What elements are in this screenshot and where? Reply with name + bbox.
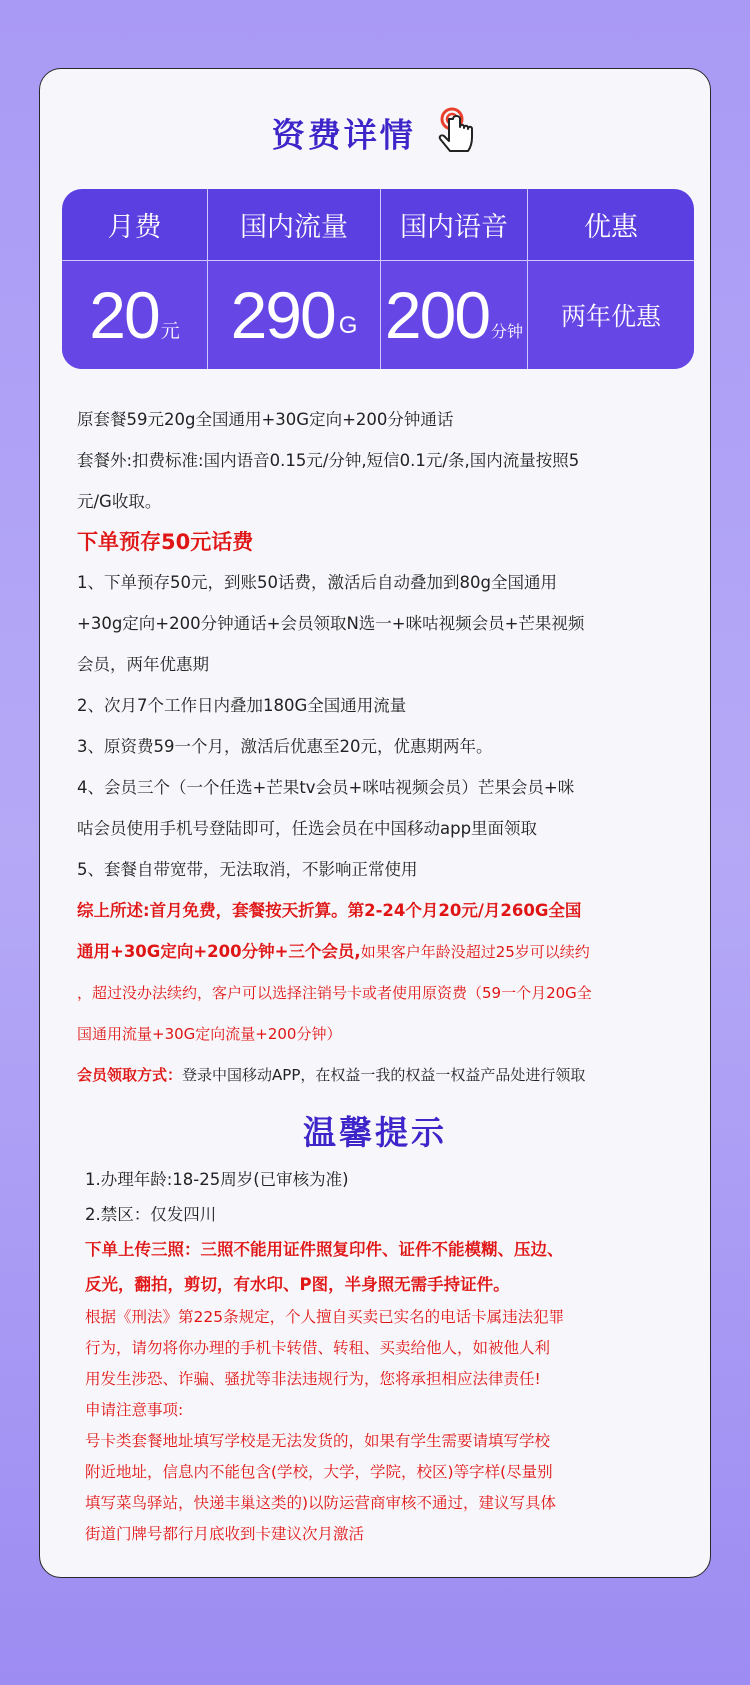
legal-notice-line: 填写菜鸟驿站，快递丰巢这类的)以防运营商审核不通过，建议写具体	[85, 1494, 557, 1512]
member-claim-text: 登录中国移动APP，在权益一我的权益一权益产品处进行领取	[182, 1066, 586, 1084]
tariff-table	[62, 189, 694, 369]
detail-line: 会员，两年优惠期	[77, 655, 209, 674]
voice-number: 200	[384, 278, 490, 352]
summary-line-2	[77, 931, 682, 973]
detail-line: 5、套餐自带宽带，无法取消，不影响正常使用	[77, 860, 418, 879]
header-monthly-fee: 月费	[62, 189, 208, 261]
summary-tail: 如果客户年龄没超过25岁可以续约	[360, 943, 590, 961]
extra-fee-line-2: 元/G收取。	[77, 492, 162, 511]
detail-line: 咕会员使用手机号登陆即可，任选会员在中国移动app里面领取	[77, 819, 538, 838]
offer-text: 两年优惠	[560, 302, 661, 331]
pointing-hand-icon	[438, 107, 478, 167]
fee-number: 20	[89, 278, 159, 352]
data-value	[208, 261, 381, 369]
data-number: 290	[230, 278, 335, 352]
detail-line: 1、下单预存50元，到账50话费，激活后自动叠加到80g全国通用	[77, 573, 557, 592]
header-domestic-data: 国内流量	[208, 189, 381, 261]
detail-line: +30g定向+200分钟通话+会员领取N选一+咪咕视频会员+芒果视频	[77, 614, 585, 633]
original-plan: 原套餐59元20g全国通用+30G定向+200分钟通话	[77, 410, 454, 429]
legal-notice-line: 街道门牌号都行月底收到卡建议次月激活	[85, 1525, 365, 1543]
header-offer: 优惠	[528, 189, 694, 261]
voice-unit: 分钟	[491, 321, 524, 341]
fee-unit: 元	[160, 319, 180, 342]
tariff-title: 资费详情	[271, 115, 416, 155]
offer-value	[528, 261, 694, 369]
summary-line-1: 综上所述:首月免费，套餐按天折算。第2-24个月20元/月260G全国	[77, 901, 582, 920]
summary-line-4: 国通用流量+30G定向流量+200分钟）	[77, 1025, 342, 1043]
tips-title: 温馨提示	[303, 1113, 447, 1152]
photo-requirement-1: 下单上传三照：三照不能用证件照复印件、证件不能模糊、压边、	[85, 1240, 564, 1259]
region-restriction: 2.禁区：仅发四川	[85, 1205, 217, 1224]
detail-line: 2、次月7个工作日内叠加180G全国通用流量	[77, 696, 407, 715]
legal-notice-line: 附近地址，信息内不能包含(学校，大学，学院，校区)等字样(尽量别	[85, 1463, 553, 1481]
legal-notice-line: 根据《刑法》第225条规定，个人擅自买卖已实名的电话卡属违法犯罪	[85, 1308, 565, 1326]
voice-value	[381, 261, 528, 369]
monthly-fee-value	[62, 261, 208, 369]
legal-notice-line: 号卡类套餐地址填写学校是无法发货的，如果有学生需要请填写学校	[85, 1432, 551, 1450]
age-requirement: 1.办理年龄:18-25周岁(已审核为准)	[85, 1170, 349, 1189]
detail-line: 4、会员三个（一个任选+芒果tv会员+咪咕视频会员）芒果会员+咪	[77, 778, 575, 797]
data-unit: G	[338, 312, 358, 339]
legal-notice-line: 行为，请勿将你办理的手机卡转借、转租、买卖给他人，如被他人利	[85, 1339, 551, 1357]
detail-line: 3、原资费59一个月，激活后优惠至20元，优惠期两年。	[77, 737, 493, 756]
summary-bold: 通用+30G定向+200分钟+三个会员,	[77, 942, 361, 961]
tariff-card	[39, 68, 711, 1578]
tariff-title-row	[40, 107, 710, 167]
deposit-title: 下单预存50元话费	[77, 530, 254, 554]
member-claim-label: 会员领取方式：	[77, 1066, 183, 1084]
tips-section	[85, 1162, 685, 1550]
legal-notice-line: 申请注意事项:	[85, 1401, 184, 1419]
header-domestic-voice: 国内语音	[381, 189, 528, 261]
legal-notice-line: 用发生涉恐、诈骗、骚扰等非法违规行为，您将承担相应法律责任!	[85, 1370, 541, 1388]
summary-line-3: ，超过没办法续约，客户可以选择注销号卡或者使用原资费（59一个月20G全	[77, 984, 592, 1002]
extra-fee-line-1: 套餐外:扣费标准:国内语音0.15元/分钟,短信0.1元/条,国内流量按照5	[77, 451, 580, 470]
photo-requirement-2: 反光，翻拍，剪切，有水印、P图，半身照无需手持证件。	[85, 1275, 510, 1294]
member-claim-line	[77, 1055, 682, 1096]
plan-details	[77, 399, 682, 1096]
